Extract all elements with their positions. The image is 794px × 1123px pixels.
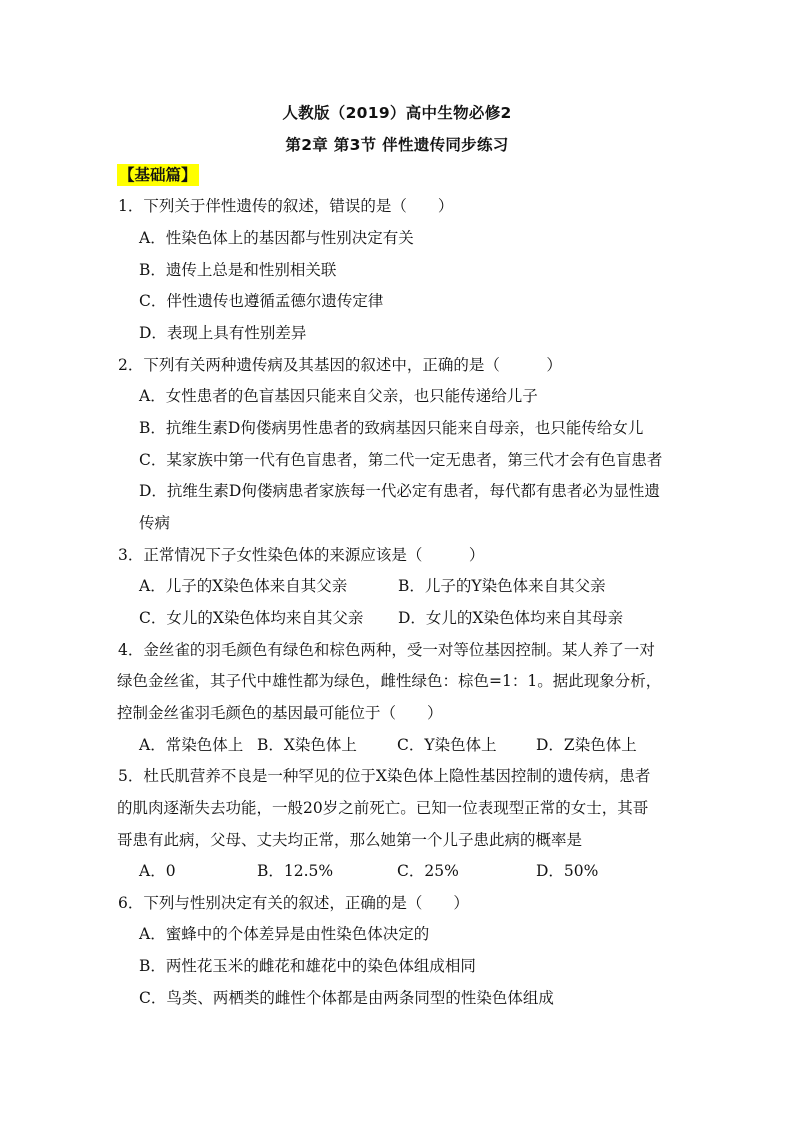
question-2-option-d: D．抗维生素D佝偻病患者家族每一代必定有患者，每代都有患者必为显性遗: [139, 482, 660, 500]
question-2-option-a: A．女性患者的色盲基因只能来自父亲，也只能传递给儿子: [139, 387, 538, 405]
question-4-option-c: C．Y染色体上: [397, 736, 497, 754]
question-5-stem-line-1: 5．杜氏肌营养不良是一种罕见的位于X染色体上隐性基因控制的遗传病，患者: [118, 767, 651, 785]
question-4-stem-line-2: 绿色金丝雀，其子代中雄性都为绿色，雌性绿色：棕色=1：1。据此现象分析，: [117, 672, 662, 690]
document-subtitle: 第2章 第3节 伴性遗传同步练习: [285, 136, 509, 154]
document-title: 人教版（2019）高中生物必修2: [282, 104, 512, 122]
question-1-option-a: A．性染色体上的基因都与性别决定有关: [139, 229, 414, 247]
question-5-stem-line-3: 哥患有此病，父母、丈夫均正常，那么她第一个儿子患此病的概率是: [117, 831, 583, 849]
question-5-stem-line-2: 的肌肉逐渐失去功能，一般20岁之前死亡。已知一位表现型正常的女士，其哥: [117, 799, 649, 817]
question-5-option-c: C．25%: [397, 862, 459, 880]
question-4-stem-line-3: 控制金丝雀羽毛颜色的基因最可能位于（ ）: [117, 704, 443, 722]
question-6-option-b: B．两性花玉米的雌花和雄花中的染色体组成相同: [139, 957, 476, 975]
question-2-option-b: B．抗维生素D佝偻病男性患者的致病基因只能来自母亲，也只能传给女儿: [139, 419, 644, 437]
question-4-option-b: B．X染色体上: [257, 736, 357, 754]
question-2-stem: 2．下列有关两种遗传病及其基因的叙述中，正确的是（ ）: [118, 356, 562, 374]
question-4-option-d: D．Z染色体上: [536, 736, 637, 754]
question-1-option-b: B．遗传上总是和性别相关联: [139, 261, 337, 279]
question-1-option-d: D．表现上具有性别差异: [139, 324, 307, 342]
question-3-stem: 3．正常情况下子女性染色体的来源应该是（ ）: [118, 546, 485, 564]
question-2-option-c: C．某家族中第一代有色盲患者，第二代一定无患者，第三代才会有色盲患者: [139, 451, 663, 469]
question-1-stem: 1．下列关于伴性遗传的叙述，错误的是（ ）: [118, 197, 454, 215]
question-5-option-b: B．12.5%: [257, 862, 334, 880]
question-3-option-c: C．女儿的X染色体均来自其父亲: [139, 609, 364, 627]
question-3-option-b: B．儿子的Y染色体来自其父亲: [398, 577, 606, 595]
question-6-stem: 6．下列与性别决定有关的叙述，正确的是（ ）: [118, 894, 469, 912]
question-3-option-a: A．儿子的X染色体来自其父亲: [139, 577, 348, 595]
question-6-option-c: C．鸟类、两栖类的雌性个体都是由两条同型的性染色体组成: [139, 989, 554, 1007]
question-4-option-a: A．常染色体上: [139, 736, 244, 754]
question-5-option-d: D．50%: [536, 862, 599, 880]
question-6-option-a: A．蜜蜂中的个体差异是由性染色体决定的: [139, 925, 430, 943]
section-label: 【基础篇】: [119, 166, 197, 184]
question-5-option-a: A．0: [139, 862, 176, 880]
question-3-option-d: D．女儿的X染色体均来自其母亲: [398, 609, 623, 627]
question-2-option-d-continued: 传病: [139, 514, 171, 532]
question-1-option-c: C．伴性遗传也遵循孟德尔遗传定律: [139, 292, 384, 310]
question-4-stem-line-1: 4．金丝雀的羽毛颜色有绿色和棕色两种，受一对等位基因控制。某人养了一对: [118, 641, 655, 659]
